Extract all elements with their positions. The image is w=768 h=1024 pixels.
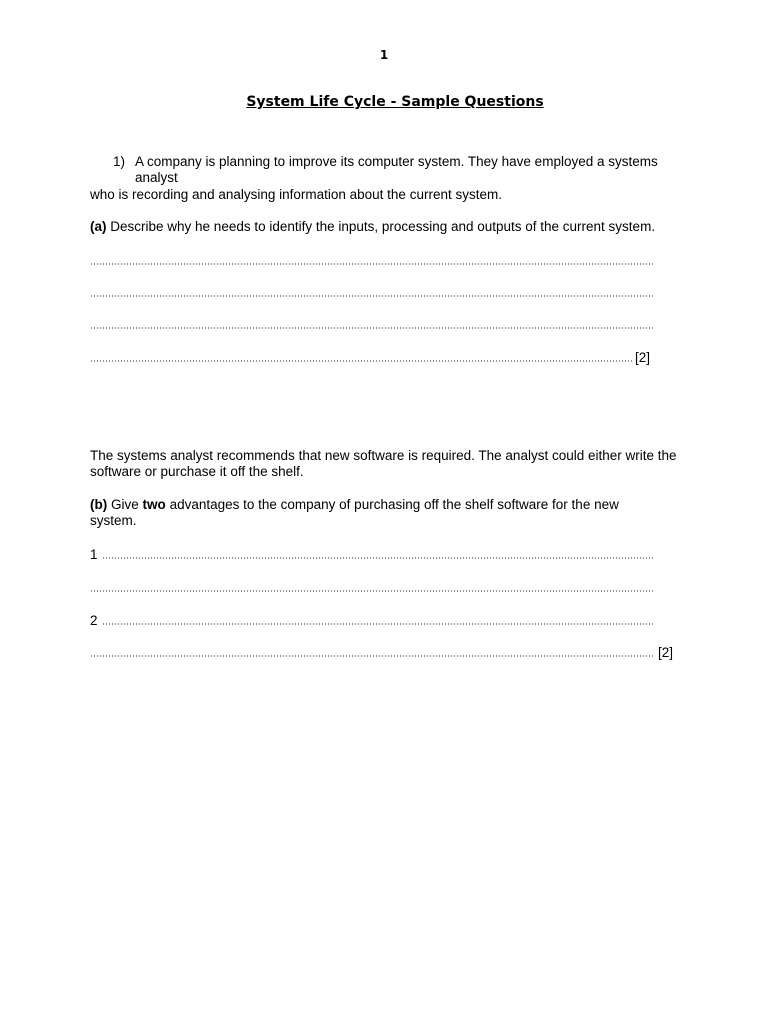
dotted-line (90, 590, 653, 592)
part-a-label: (a) (90, 219, 107, 234)
answer-line-b4[interactable] (90, 644, 673, 660)
page-number: 1 (379, 48, 389, 62)
dotted-line (102, 557, 653, 559)
dotted-line (90, 360, 632, 362)
part-b-question (90, 497, 650, 529)
answer-line-b2[interactable] (90, 579, 653, 595)
answer-line-b1[interactable] (90, 546, 653, 562)
part-b-emphasis: two (142, 497, 166, 512)
marks-a: [2] (634, 350, 650, 365)
part-b-text-after: advantages to the company of purchasing off the shelf software for the new system. (90, 497, 619, 528)
part-a-text: Describe why he needs to identify the inputs, processing and outputs of the current system. (110, 219, 656, 234)
answer-prefix-2: 2 (90, 613, 98, 628)
part-b-text-before: Give (111, 497, 139, 512)
dotted-line (90, 295, 653, 297)
question-intro-continued: who is recording and analysing information about the current system. (90, 187, 502, 202)
answer-prefix-1: 1 (90, 547, 98, 562)
answer-line-a4[interactable] (90, 349, 650, 365)
marks-b: [2] (657, 645, 673, 660)
dotted-line (90, 655, 655, 657)
dotted-line (102, 623, 653, 625)
part-b-label: (b) (90, 497, 108, 512)
answer-line-a2[interactable] (90, 284, 653, 300)
page-title: System Life Cycle - Sample Questions (246, 94, 544, 110)
dotted-line (90, 263, 653, 265)
answer-line-a1[interactable] (90, 252, 653, 268)
question-number: 1) (113, 154, 126, 169)
context-paragraph: The systems analyst recommends that new software is required. The analyst could either write the software or purchase it off the shelf. (90, 448, 677, 479)
question-intro: A company is planning to improve its computer system. They have employed a systems analyst (135, 154, 658, 185)
answer-line-b3[interactable] (90, 612, 653, 628)
part-a-question (90, 219, 690, 235)
dotted-line (90, 327, 653, 329)
answer-line-a3[interactable] (90, 316, 653, 332)
